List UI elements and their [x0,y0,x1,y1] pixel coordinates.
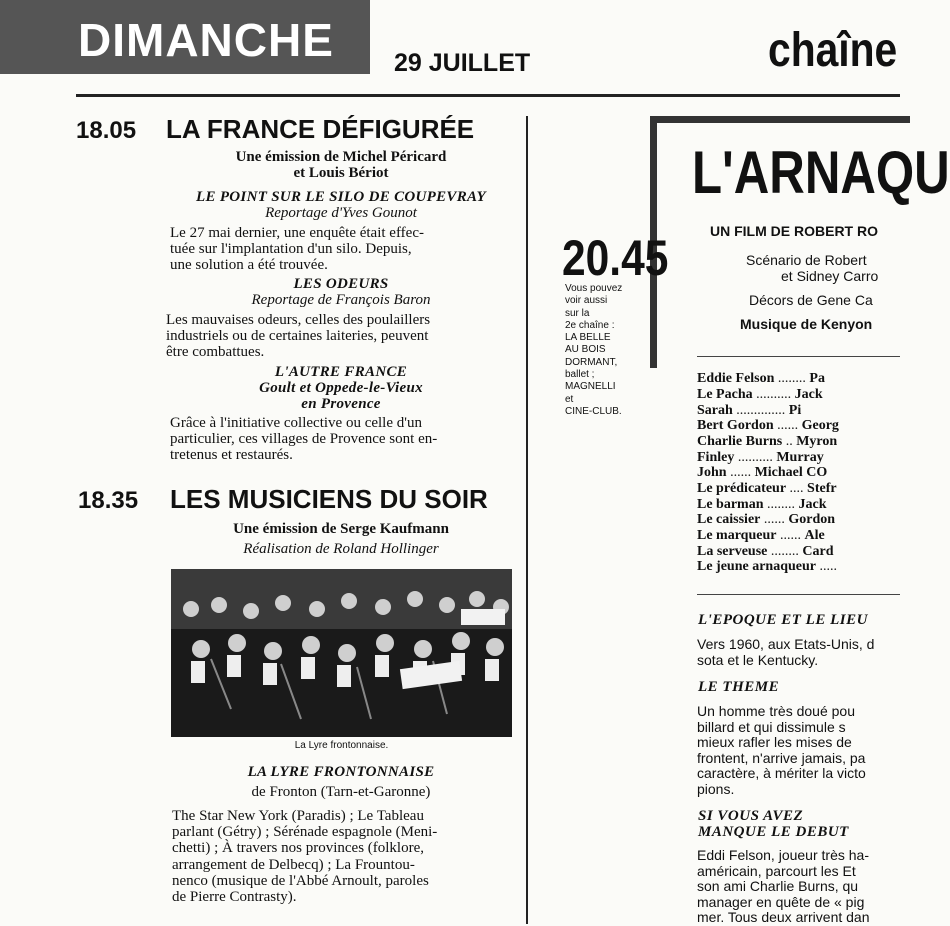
cast-bottom-rule [697,594,900,595]
film-scenario-2: et Sidney Carro [781,268,879,284]
prog2-time: 18.35 [78,487,139,514]
theme-text: Un homme très doué pou billard et qui dissimule s mieux rafler les mises de frontent, n'arrive jamais, pa caractère, à mériter la victo pions. [697,703,866,797]
date-label: 29 JUILLET [394,49,531,77]
segment3-title: L'AUTRE FRANCE [274,364,408,380]
prog2-title: LES MUSICIENS DU SOIR [170,484,488,514]
prog2-credit: Une émission de Serge Kaufmann [233,521,449,537]
segment3-text: Grâce à l'initiative collective ou celle d'un particulier, ces villages de Provence sont en- tretenus et restaurés. [170,415,438,463]
cast-row: Le barman ........ Jack [697,497,827,512]
segment3-subtitle: Goult et Oppede-le-Vieux [259,380,423,396]
film-time: 20.45 [562,230,669,286]
segment2-text: Les mauvaises odeurs, celles des poulaillers industriels ou de certaines laiteries, peuvent être combattues. [166,312,431,360]
side-note: Vous pouvez voir aussi sur la 2e chaîne : LA BELLE AU BOIS DORMANT, ballet ; MAGNELLI et CINE-CLUB. [565,283,623,417]
film-decors: Décors de Gene Ca [749,292,873,308]
prog1-credit-2: et Louis Bériot [293,165,389,181]
cast-row: Le marqueur ...... Ale [697,528,825,543]
debut-heading-2: MANQUE LE DEBUT [698,824,849,840]
cast-row: Le caissier ...... Gordon [697,512,836,527]
cast-row: Finley .......... Murray [697,450,824,465]
segment2-title: LES ODEURS [293,276,389,292]
day-label: DIMANCHE [78,14,334,66]
film-scenario: Scénario de Robert [746,252,867,268]
theme-heading: LE THEME [698,679,780,695]
prog2-subtitle: LA LYRE FRONTONNAISE [247,764,435,780]
film-musique: Musique de Kenyon [740,316,873,332]
cast-row: John ...... Michael CO [697,465,828,480]
photo-caption: La Lyre frontonnaise. [294,740,389,751]
cast-row: Bert Gordon ...... Georg [697,418,839,433]
segment1-reporter: Reportage d'Yves Gounot [265,205,417,221]
channel-label: chaîne [768,24,898,77]
prog2-program: The Star New York (Paradis) ; Le Tableau parlant (Gétry) ; Sérénade espagnole (Meni- chetti) ; À travers nos provinces (folklore, arrangement de Delbecq) ; La Frountou- nenco (musique de l'Abbé Arnoult, paroles de Pierre Contrasty). [172,808,438,906]
film-title: L'ARNAQU [692,139,950,206]
cast-row: Le Pacha .......... Jack [697,387,823,402]
cast-row: Charlie Burns .. Myron [697,434,838,449]
cast-row: Sarah .............. Pi [697,403,802,418]
cast-row: Le prédicateur .... Stefr [697,481,837,496]
segment1-title: LE POINT SUR LE SILO DE COUPEVRAY [196,189,486,205]
column-divider [526,116,528,924]
cast-row: La serveuse ........ Card [697,544,834,559]
orchestra-photo [171,569,512,737]
header-divider [76,94,900,97]
segment3-subtitle-2: en Provence [301,396,381,412]
segment2-reporter: Reportage de François Baron [251,292,431,308]
debut-text: Eddi Felson, joueur très ha- américain, parcourt les Et son ami Charlie Burns, qu manager en quête de « pig mer. Tous deux arrivent dan [697,847,870,925]
prog2-place: de Fronton (Tarn-et-Garonne) [251,784,431,800]
segment1-text: Le 27 mai dernier, une enquête était effec- tuée sur l'implantation d'un silo. Depuis, une solution a été trouvée. [170,225,424,273]
cast-row: Eddie Felson ........ Pa [697,371,825,386]
prog1-title: LA FRANCE DÉFIGURÉE [166,114,475,144]
cast-top-rule [697,356,900,357]
epoque-text: Vers 1960, aux Etats-Unis, d sota et le Kentucky. [697,636,875,668]
film-director: UN FILM DE ROBERT RO [710,223,878,239]
prog1-time: 18.05 [76,117,137,144]
debut-heading: SI VOUS AVEZ [698,808,804,824]
prog2-realisation: Réalisation de Roland Hollinger [243,541,439,557]
prog1-credit: Une émission de Michel Péricard [235,149,447,165]
cast-row: Le jeune arnaqueur ..... [697,559,837,574]
epoque-heading: L'EPOQUE ET LE LIEU [698,612,868,628]
